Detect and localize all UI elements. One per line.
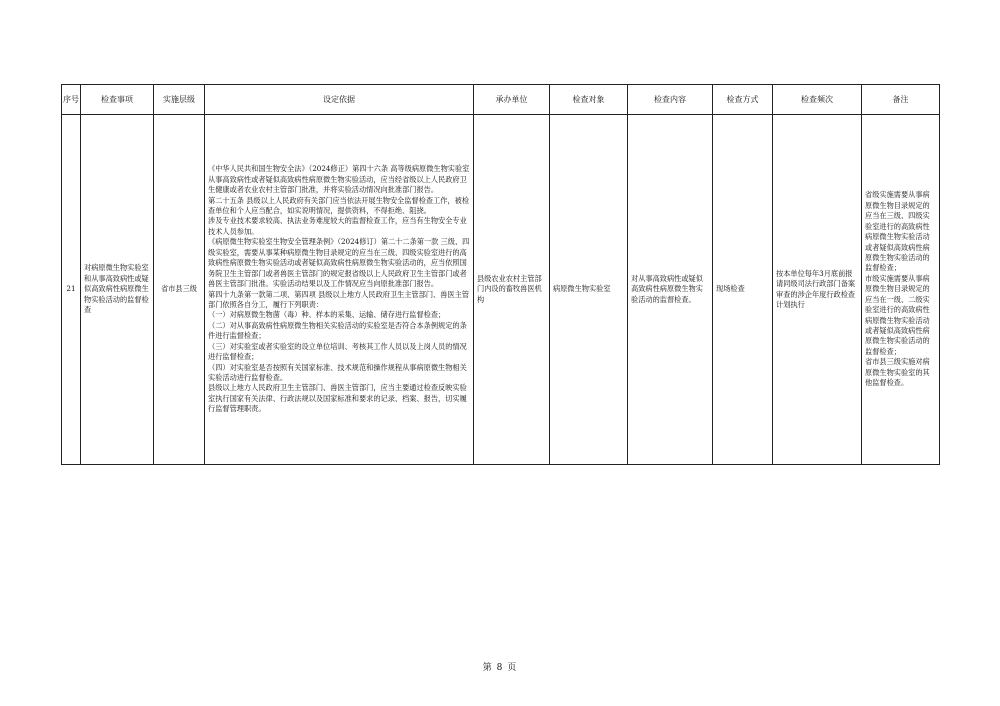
inspection-content: 对从事高致病性或疑似高致病性病原微生物实验活动的监督检查。	[628, 115, 713, 465]
header-row	[62, 85, 940, 115]
header-target: 检查对象	[550, 85, 628, 115]
basis-paragraph: （二）对从事高致病性病原微生物相关实验活动的实验室是否符合本条例规定的条件进行监督检查；	[208, 320, 467, 341]
header-no: 序号	[62, 85, 81, 115]
table-row	[62, 115, 940, 465]
basis-paragraph: 县级以上地方人民政府卫生主管部门、兽医主管部门，应当主要通过检查反映实验室执行国家有关法律、行政法规以及国家标准和要求的记录、档案、报告，切实履行监督管理职责。	[208, 383, 467, 414]
basis-paragraph: 《中华人民共和国生物安全法》（2024修正）第四十六条 高等级病原微生物实验室从事高致病性或者疑似高致病性病原微生物实验活动，应当经省级以上人民政府卫生健康或者农业农村主管部门批准，并将实验活动情况向批准部门报告。	[208, 164, 470, 195]
header-level: 实施层级	[154, 85, 205, 115]
basis-paragraph: 第二十五条 县级以上人民政府有关部门应当依法开展生物安全监督检查工作，被检查单位和个人应当配合，如实说明情况，提供资料，不得拒绝、阻挠。	[208, 195, 470, 215]
header-item: 检查事项	[81, 85, 154, 115]
inspection-table	[61, 84, 940, 465]
remarks-text: 省级实施需要从事病原微生物目录规定的应当在三级、四级实验室进行的高致病性病原微生物实验活动或者疑似高致病性病原微生物实验活动的监督检查； 市级实施需要从事病原微生物目录规定的应当在一级、二级实验室进行的高致病性病原微生物实验活动或者疑似高致病性病原微生物实验活动的监督检查； 省市县三级实施对病原微生物实验室的其他监督检查。	[865, 190, 930, 388]
header-basis: 设定依据	[205, 85, 474, 115]
responsible-unit: 县级农业农村主管部门内设的畜牧兽医机构	[474, 115, 550, 465]
inspection-item: 对病原微生物实验室和从事高致病性或疑似高致病性病原微生物实验活动的监督检查	[81, 115, 154, 465]
legal-basis	[205, 115, 474, 465]
basis-paragraph: 涉及专业技术要求较高、执法业务难度较大的监督检查工作，应当有生物安全专业技术人员参加。	[208, 216, 467, 236]
remarks	[862, 115, 940, 465]
page-number: 第 8 页	[482, 663, 518, 673]
row-number: 21	[62, 115, 81, 465]
header-method: 检查方式	[713, 85, 773, 115]
inspection-target: 病原微生物实验室	[550, 115, 628, 465]
inspection-method: 现场检查	[713, 115, 773, 465]
header-remark: 备注	[862, 85, 940, 115]
basis-paragraph: （四）对实验室是否按照有关国家标准、技术规范和操作规程从事病原微生物相关实验活动进行监督检查。	[208, 362, 467, 382]
implementation-level: 省市县三级	[154, 115, 205, 465]
inspection-frequency: 按本单位每年3月底前报请同级司法行政部门备案审查的涉企年度行政检查计划执行	[773, 115, 862, 465]
header-unit: 承办单位	[474, 85, 550, 115]
basis-paragraph: 第四十九条第一款第二项、第四项 县级以上地方人民政府卫生主管部门、兽医主管部门依照各自分工，履行下列职责：	[208, 289, 470, 309]
header-content: 检查内容	[628, 85, 713, 115]
basis-paragraph: （一）对病原微生物菌（毒）种、样本的采集、运输、储存进行监督检查；	[208, 310, 446, 320]
header-frequency: 检查频次	[773, 85, 862, 115]
basis-paragraph: 《病原微生物实验室生物安全管理条例》（2024修订）第二十二条第一款 三级、四级实验室，需要从事某种病原微生物目录规定的应当在三级、四级实验室进行的高致病性病原微生物实验活动或者疑似高致病性病原微生物实验活动的，应当依照国务院卫生主管部门或者兽医主管部门的规定报省级以上人民政府卫生主管部门或者兽医主管部门批准。实验活动结果以及工作情况应当向原批准部门报告。	[208, 237, 470, 289]
basis-paragraph: （三）对实验室或者实验室的设立单位培训、考核其工作人员以及上岗人员的情况进行监督检查；	[208, 341, 467, 362]
